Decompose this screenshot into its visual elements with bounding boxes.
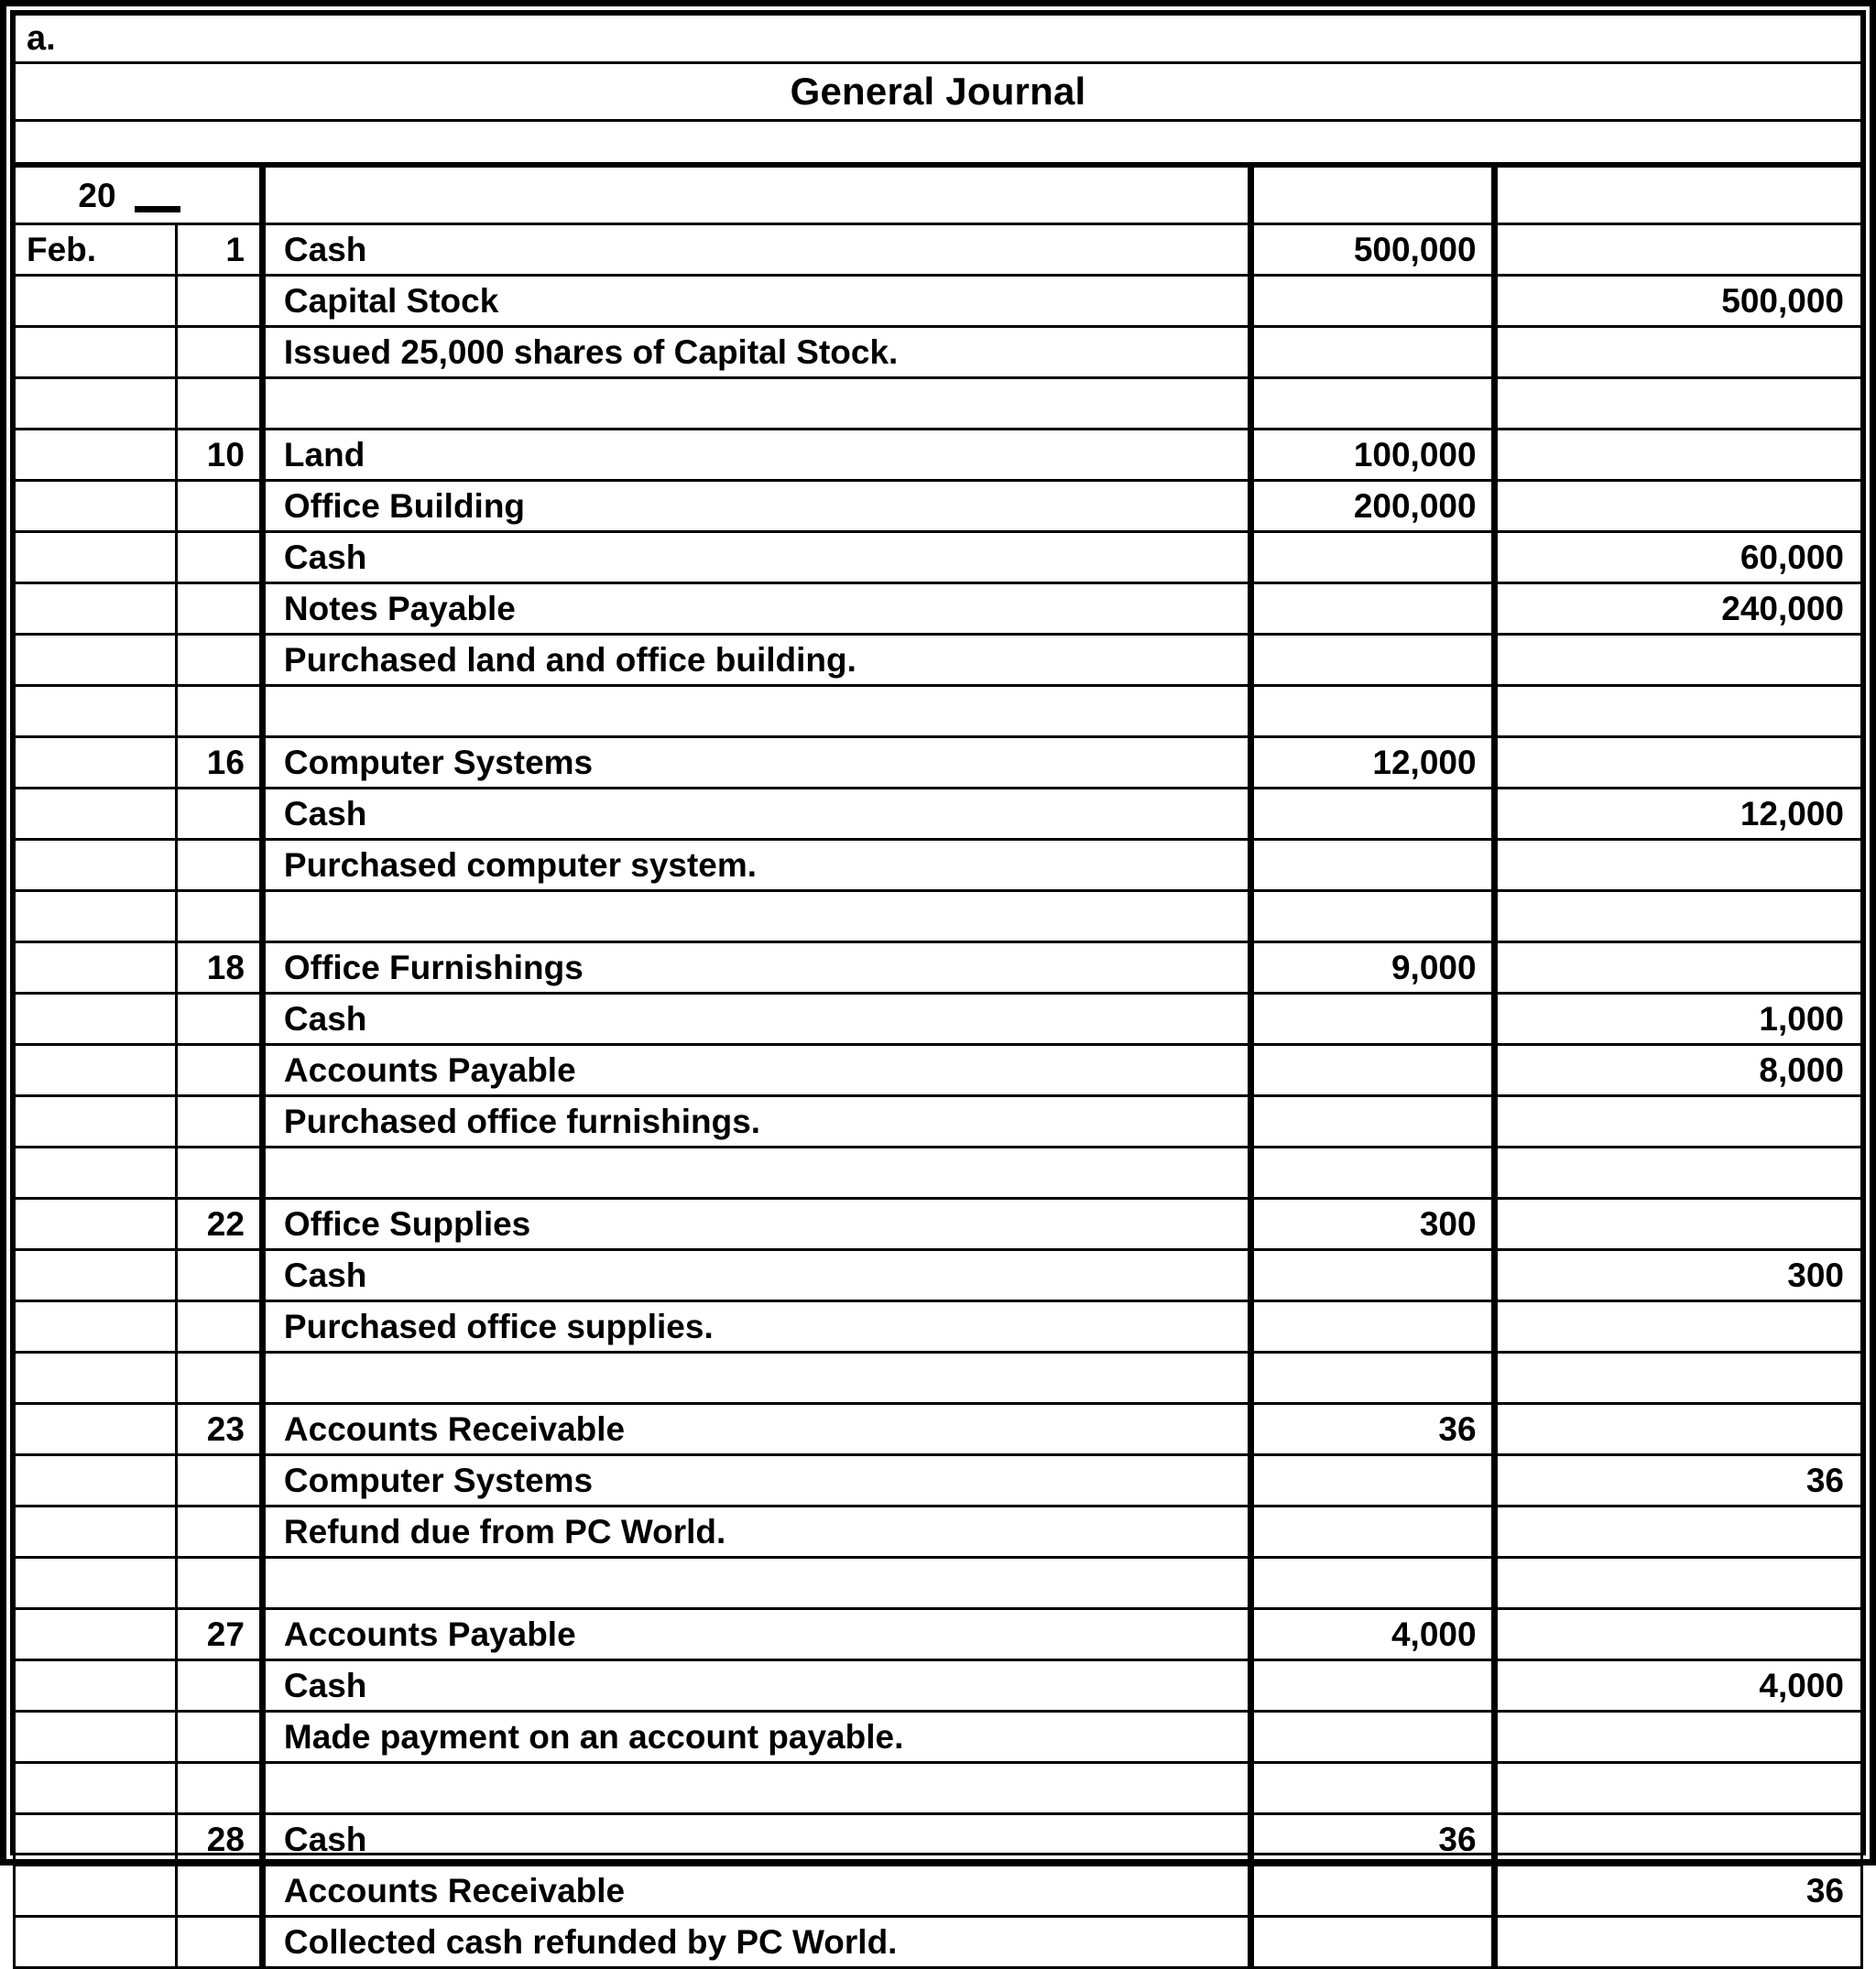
entry-day-cell (176, 1507, 262, 1558)
entry-month-cell (15, 1148, 177, 1199)
entry-month-cell (15, 1199, 177, 1250)
entry-month-cell (15, 789, 177, 840)
entry-description-cell: Accounts Receivable (262, 1866, 1250, 1917)
entry-credit-cell: 1,000 (1494, 994, 1861, 1045)
journal-entry-row (15, 276, 1862, 327)
entry-debit-cell (1250, 686, 1494, 737)
entry-credit-cell (1494, 840, 1861, 891)
entry-credit-cell (1494, 1301, 1861, 1353)
entry-debit-cell: 36 (1250, 1814, 1494, 1866)
entry-credit-cell (1494, 481, 1861, 532)
entry-debit-cell (1250, 378, 1494, 430)
ledger-header-body (15, 167, 1862, 224)
entry-credit-cell (1494, 1199, 1861, 1250)
ledger-body (15, 224, 1862, 1968)
entry-description-cell: Cash (262, 1250, 1250, 1301)
journal-entry-row (15, 532, 1862, 583)
entry-credit-cell (1494, 737, 1861, 789)
journal-entry-row (15, 840, 1862, 891)
entry-credit-cell: 4,000 (1494, 1660, 1861, 1712)
journal-entry-row (15, 1917, 1862, 1968)
entry-debit-cell (1250, 583, 1494, 635)
entry-credit-cell: 60,000 (1494, 532, 1861, 583)
entry-credit-cell: 36 (1494, 1866, 1861, 1917)
entry-day-cell (176, 481, 262, 532)
entry-credit-cell (1494, 942, 1861, 994)
journal-inner-frame (10, 10, 1866, 1961)
year-blank-underline (135, 206, 180, 212)
entry-month-cell (15, 276, 177, 327)
entry-credit-cell (1494, 1404, 1861, 1455)
entry-month-cell (15, 994, 177, 1045)
entry-day-cell: 1 (176, 224, 262, 276)
entry-debit-cell (1250, 840, 1494, 891)
year-header-cell (15, 167, 263, 224)
entry-month-cell (15, 583, 177, 635)
journal-entry-row (15, 1455, 1862, 1507)
debit-header-cell (1250, 167, 1494, 224)
journal-title-row (15, 63, 1862, 121)
journal-entry-row (15, 481, 1862, 532)
entry-description-cell: Made payment on an account payable. (262, 1712, 1250, 1763)
entry-month-cell (15, 1404, 177, 1455)
part-label-row (15, 15, 1862, 63)
entry-description-cell: Collected cash refunded by PC World. (262, 1917, 1250, 1968)
date-header-row (15, 167, 1862, 224)
entry-description-cell (262, 891, 1250, 942)
journal-masthead (13, 13, 1863, 165)
entry-month-cell (15, 686, 177, 737)
journal-entry-row (15, 1096, 1862, 1148)
entry-credit-cell (1494, 1814, 1861, 1866)
journal-entry-row (15, 686, 1862, 737)
entry-debit-cell: 4,000 (1250, 1609, 1494, 1660)
entry-month-cell (15, 1096, 177, 1148)
journal-entry-row (15, 1609, 1862, 1660)
entry-credit-cell: 36 (1494, 1455, 1861, 1507)
entry-month-cell (15, 1609, 177, 1660)
entry-month-cell (15, 1045, 177, 1096)
entry-day-cell (176, 1250, 262, 1301)
journal-entry-row (15, 891, 1862, 942)
journal-entry-row (15, 737, 1862, 789)
entry-debit-cell (1250, 1096, 1494, 1148)
entry-day-cell (176, 1558, 262, 1609)
entry-description-cell: Refund due from PC World. (262, 1507, 1250, 1558)
entry-description-cell: Purchased computer system. (262, 840, 1250, 891)
entry-description-cell: Notes Payable (262, 583, 1250, 635)
entry-day-cell (176, 1917, 262, 1968)
entry-day-cell: 16 (176, 737, 262, 789)
entry-credit-cell (1494, 1148, 1861, 1199)
entry-description-cell: Cash (262, 994, 1250, 1045)
entry-debit-cell (1250, 789, 1494, 840)
entry-description-cell: Office Furnishings (262, 942, 1250, 994)
masthead-spacer-row (15, 121, 1862, 164)
entry-debit-cell: 300 (1250, 1199, 1494, 1250)
entry-description-cell: Capital Stock (262, 276, 1250, 327)
entry-credit-cell: 300 (1494, 1250, 1861, 1301)
entry-debit-cell (1250, 1712, 1494, 1763)
entry-debit-cell (1250, 1660, 1494, 1712)
entry-month-cell (15, 378, 177, 430)
entry-day-cell (176, 276, 262, 327)
entry-description-cell (262, 1763, 1250, 1814)
entry-debit-cell: 500,000 (1250, 224, 1494, 276)
entry-month-cell (15, 1814, 177, 1866)
journal-entry-row (15, 583, 1862, 635)
entry-description-cell: Land (262, 430, 1250, 481)
entry-credit-cell (1494, 1763, 1861, 1814)
entry-day-cell (176, 1660, 262, 1712)
entry-credit-cell (1494, 686, 1861, 737)
entry-description-cell: Computer Systems (262, 1455, 1250, 1507)
entry-credit-cell (1494, 1558, 1861, 1609)
entry-description-cell: Purchased land and office building. (262, 635, 1250, 686)
journal-entry-row (15, 327, 1862, 378)
entry-day-cell: 22 (176, 1199, 262, 1250)
entry-month-cell (15, 430, 177, 481)
journal-title: General Journal (15, 63, 1862, 121)
entry-credit-cell (1494, 1917, 1861, 1968)
entry-credit-cell (1494, 378, 1861, 430)
entry-debit-cell (1250, 1455, 1494, 1507)
entry-day-cell (176, 686, 262, 737)
entry-description-cell: Accounts Payable (262, 1609, 1250, 1660)
entry-debit-cell (1250, 1763, 1494, 1814)
journal-entry-row (15, 1763, 1862, 1814)
journal-entry-row (15, 1660, 1862, 1712)
entry-debit-cell (1250, 1250, 1494, 1301)
entry-debit-cell: 36 (1250, 1404, 1494, 1455)
description-header-cell (262, 167, 1250, 224)
journal-entry-row (15, 1712, 1862, 1763)
entry-credit-cell (1494, 327, 1861, 378)
entry-month-cell (15, 1353, 177, 1404)
journal-entry-row (15, 1353, 1862, 1404)
entry-day-cell (176, 1866, 262, 1917)
entry-month-cell (15, 1301, 177, 1353)
entry-month-cell (15, 737, 177, 789)
entry-description-cell: Purchased office supplies. (262, 1301, 1250, 1353)
journal-entry-row (15, 430, 1862, 481)
entry-month-cell (15, 840, 177, 891)
entry-month-cell (15, 1866, 177, 1917)
entry-month-cell (15, 532, 177, 583)
entry-debit-cell (1250, 1507, 1494, 1558)
entry-month-cell (15, 1917, 177, 1968)
journal-entry-row (15, 224, 1862, 276)
entry-day-cell (176, 327, 262, 378)
entry-day-cell (176, 1045, 262, 1096)
journal-entry-row (15, 635, 1862, 686)
entry-description-cell (262, 1558, 1250, 1609)
journal-entry-row (15, 942, 1862, 994)
entry-month-cell (15, 1660, 177, 1712)
entry-month-cell (15, 1507, 177, 1558)
entry-credit-cell (1494, 1096, 1861, 1148)
journal-entry-row (15, 378, 1862, 430)
year-prefix: 20 (78, 176, 116, 214)
entry-credit-cell (1494, 1507, 1861, 1558)
entry-credit-cell (1494, 635, 1861, 686)
entry-month-cell (15, 327, 177, 378)
credit-header-cell (1494, 167, 1861, 224)
entry-day-cell (176, 583, 262, 635)
entry-debit-cell: 200,000 (1250, 481, 1494, 532)
journal-entry-row (15, 1148, 1862, 1199)
entry-credit-cell (1494, 430, 1861, 481)
entry-debit-cell (1250, 635, 1494, 686)
entry-debit-cell (1250, 891, 1494, 942)
entry-description-cell (262, 1148, 1250, 1199)
journal-ledger-table (13, 165, 1863, 1969)
entry-month-cell (15, 1455, 177, 1507)
entry-month-cell (15, 635, 177, 686)
journal-entry-row (15, 994, 1862, 1045)
entry-debit-cell: 100,000 (1250, 430, 1494, 481)
entry-day-cell (176, 532, 262, 583)
entry-credit-cell: 240,000 (1494, 583, 1861, 635)
journal-entry-row (15, 789, 1862, 840)
entry-debit-cell (1250, 1148, 1494, 1199)
entry-debit-cell (1250, 1558, 1494, 1609)
entry-debit-cell (1250, 1353, 1494, 1404)
entry-day-cell (176, 994, 262, 1045)
entry-month-cell (15, 481, 177, 532)
entry-day-cell (176, 1301, 262, 1353)
entry-month-cell (15, 1712, 177, 1763)
entry-credit-cell: 12,000 (1494, 789, 1861, 840)
entry-day-cell (176, 1353, 262, 1404)
journal-entry-row (15, 1404, 1862, 1455)
entry-credit-cell (1494, 224, 1861, 276)
entry-day-cell: 27 (176, 1609, 262, 1660)
entry-description-cell: Cash (262, 1814, 1250, 1866)
entry-month-cell (15, 1250, 177, 1301)
entry-credit-cell: 8,000 (1494, 1045, 1861, 1096)
entry-description-cell: Computer Systems (262, 737, 1250, 789)
entry-description-cell: Issued 25,000 shares of Capital Stock. (262, 327, 1250, 378)
entry-description-cell: Purchased office furnishings. (262, 1096, 1250, 1148)
entry-day-cell: 10 (176, 430, 262, 481)
entry-description-cell (262, 1353, 1250, 1404)
journal-entry-row (15, 1814, 1862, 1866)
journal-entry-row (15, 1199, 1862, 1250)
entry-description-cell: Accounts Payable (262, 1045, 1250, 1096)
entry-debit-cell: 12,000 (1250, 737, 1494, 789)
entry-credit-cell (1494, 1712, 1861, 1763)
entry-day-cell (176, 1712, 262, 1763)
entry-month-cell: Feb. (15, 224, 177, 276)
entry-description-cell: Cash (262, 1660, 1250, 1712)
entry-month-cell (15, 1558, 177, 1609)
entry-description-cell: Cash (262, 224, 1250, 276)
entry-description-cell: Accounts Receivable (262, 1404, 1250, 1455)
masthead-spacer (15, 121, 1862, 164)
journal-entry-row (15, 1045, 1862, 1096)
entry-day-cell: 18 (176, 942, 262, 994)
entry-debit-cell (1250, 276, 1494, 327)
entry-debit-cell (1250, 1045, 1494, 1096)
entry-debit-cell: 9,000 (1250, 942, 1494, 994)
entry-day-cell (176, 378, 262, 430)
entry-description-cell: Cash (262, 789, 1250, 840)
entry-day-cell (176, 1096, 262, 1148)
entry-day-cell (176, 1148, 262, 1199)
entry-credit-cell: 500,000 (1494, 276, 1861, 327)
entry-description-cell (262, 378, 1250, 430)
entry-debit-cell (1250, 1917, 1494, 1968)
entry-day-cell (176, 1455, 262, 1507)
entry-description-cell (262, 686, 1250, 737)
journal-entry-row (15, 1250, 1862, 1301)
entry-day-cell (176, 891, 262, 942)
journal-entry-row (15, 1507, 1862, 1558)
entry-description-cell: Office Supplies (262, 1199, 1250, 1250)
entry-debit-cell (1250, 327, 1494, 378)
entry-debit-cell (1250, 1301, 1494, 1353)
entry-day-cell (176, 1763, 262, 1814)
entry-debit-cell (1250, 994, 1494, 1045)
entry-month-cell (15, 1763, 177, 1814)
entry-day-cell (176, 635, 262, 686)
journal-entry-row (15, 1866, 1862, 1917)
entry-description-cell: Cash (262, 532, 1250, 583)
entry-day-cell: 23 (176, 1404, 262, 1455)
entry-month-cell (15, 891, 177, 942)
entry-credit-cell (1494, 891, 1861, 942)
entry-debit-cell (1250, 1866, 1494, 1917)
entry-month-cell (15, 942, 177, 994)
journal-entry-row (15, 1558, 1862, 1609)
entry-day-cell (176, 840, 262, 891)
entry-description-cell: Office Building (262, 481, 1250, 532)
journal-entry-row (15, 1301, 1862, 1353)
entry-day-cell: 28 (176, 1814, 262, 1866)
entry-debit-cell (1250, 532, 1494, 583)
entry-credit-cell (1494, 1353, 1861, 1404)
entry-day-cell (176, 789, 262, 840)
part-label: a. (15, 15, 1862, 63)
entry-credit-cell (1494, 1609, 1861, 1660)
